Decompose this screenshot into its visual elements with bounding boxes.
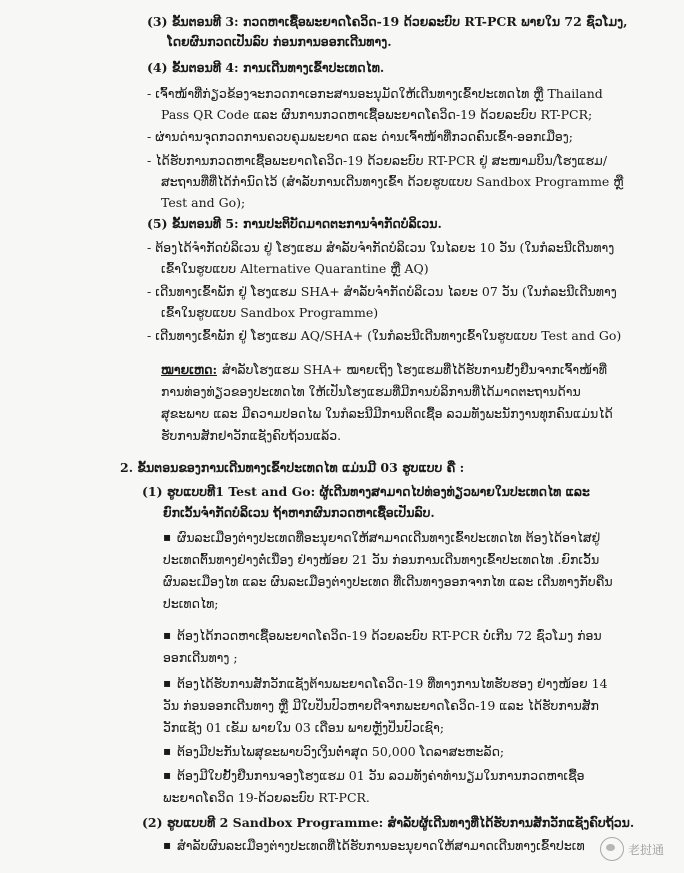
model1-item-1-cont1: ປະເທດຕົ້ນທາງຢ່າງຕໍ່ເນື່ອງ ຢ່າງໜ້ອຍ 21 ວັນ ກ່ອນການເດີນທາງເຂົ້າປະເທດໄທ .ຍົກເວັ້ນ (163, 552, 600, 567)
model1-heading-cont: ຍົກເວັ້ນຈຳກັດບໍລິເວນ ຖ້າຫາກຜົນກວດຫາເຊື້ອເປັນລົບ. (163, 505, 435, 520)
bullet-icon: ▪ (163, 838, 172, 852)
section2-heading: 2. ຂັ້ນຕອນຂອງການເດີນທາງເຂົ້າປະເທດໄທ ແມ່ນມີ 03 ຮູບແບບ ຄື : (120, 460, 465, 475)
model1-item-2-cont: ອອກເດີນທາງ ; (163, 650, 238, 665)
step5-item-1: - ຕ້ອງໄດ້ຈຳກັດບໍລິເວນ ຢູ່ ໂຮງແຮມ ສຳລັບຈຳກັດບໍລິເວນ ໃນໄລຍະ 10 ວັນ (ໃນກໍລະນີເດີນທາງ (147, 240, 615, 255)
wechat-bubble-icon (600, 837, 624, 861)
step4-item-2: - ຜ່ານດ່ານຈຸດກວດການຄວບຄຸມພະຍາດ ແລະ ດ່ານເຈົ້າໜ້າທີ່ກວດຄົນເຂົ້າ-ອອກເມືອງ; (147, 129, 573, 144)
model1-item-3-cont1: ວັນ ກ່ອນອອກເດີນທາງ ຫຼື ມີໃບປິ່ນປົວຫາຍດີຈາກພະຍາດໂຄວິດ-19 ແລະ ໄດ້ຮັບການສັກ (163, 698, 599, 713)
watermark-text: 老挝通 (627, 842, 664, 857)
model1-heading: (1) ຮູບແບບທີ1 Test and Go: ຜູ້ເດີນທາງສາມາດໄປທ່ອງທ່ຽວພາຍໃນປະເທດໄທ ແລະ (142, 484, 590, 499)
bullet-icon: ▪ (163, 768, 172, 782)
watermark (600, 837, 664, 861)
bullet-icon: ▪ (163, 530, 172, 544)
step5-heading: (5) ຂັ້ນຕອນທີ 5: ການປະຕິບັດມາດຕະການຈຳກັດບໍລິເວນ. (147, 216, 442, 231)
step4-item-1: - ເຈົ້າໜ້າທີ່ກ່ຽວຂ້ອງຈະກວດກາເອກະສານອະນຸມັດໃຫ້ເດີນທາງເຂົ້າປະເທດໄທ ຫຼື Thailand (147, 86, 603, 101)
step4-item-3-cont: ສະຖານທີ່ທີ່ໄດ້ກຳນົດໄວ້ (ສຳລັບການເດີນທາງເຂົ້າ ດ້ວຍຮູບແບບ Sandbox Programme ຫຼື (161, 174, 624, 189)
model1-item-1-cont2: ຜົນລະເມືອງໄທ ແລະ ຜົນລະເມືອງຕ່າງປະເທດ ທີ່ເດີນທາງອອກຈາກໄທ ແລະ ເດີນທາງກັບຄືນ (163, 574, 613, 589)
model1-item-3: ຕ້ອງໄດ້ຮັບການສັກວັກແຊັງຕ້ານພະຍາດໂຄວິດ-19 ທີ່ທາງການໄທຮັບຮອງ ຢ່າງໜ້ອຍ 14 (177, 676, 608, 691)
bullet-icon: ▪ (163, 744, 172, 758)
step4-item-3: - ໄດ້ຮັບການກວດຫາເຊື້ອພະຍາດໂຄວິດ-19 ດ້ວຍລະບົບ RT-PCR ຢູ່ ສະໜາມບິນ/ໂຮງແຮມ/ (147, 153, 608, 168)
note-text-cont1: ການທ່ອງທ່ຽວຂອງປະເທດໄທ ໃຫ້ເປັນໂຮງແຮມທີ່ມີການບໍລິການທີ່ໄດ້ມາດຕະຖານດ້ານ (161, 384, 581, 399)
model1-item-1-cont3: ປະເທດໄທ; (163, 596, 219, 611)
step5-item-2-cont: ເຂົ້າໃນຮູບແບບ Sandbox Programme) (161, 305, 379, 320)
model1-item-3-cont2: ວັກແຊັງ 01 ເຂັມ ພາຍໃນ 03 ເດືອນ ພາຍຫຼັງປິ່ນປົວເຊົາ; (163, 720, 445, 735)
step5-item-3: - ເດີນທາງເຂົ້າພັກ ຢູ່ ໂຮງແຮມ AQ/SHA+ (ໃນກໍລະນີເດີນທາງເຂົ້າໃນຮູບແບບ Test and Go) (147, 328, 622, 343)
model1-item-5: ຕ້ອງມີໃບຢັ້ງຢືນການຈອງໂຮງແຮມ 01 ວັນ ລວມທັງຄ່າທຳນຽມໃນການກວດຫາເຊື້ອ (177, 768, 585, 783)
note-text: ສຳລັບໂຮງແຮມ SHA+ ໝາຍເຖິງ ໂຮງແຮມທີ່ໄດ້ຮັບການຢັ້ງຢືນຈາກເຈົ້າໜ້າທີ່ (222, 362, 607, 377)
model2-heading: (2) ຮູບແບບທີ 2 Sandbox Programme: ສຳລັບຜູ້ເດີນທາງທີ່ໄດ້ຮັບການສັກວັກແຊັງຄົບຖ້ວນ. (142, 815, 635, 830)
model1-item-1: ຜົນລະເມືອງຕ່າງປະເທດທີ່ອະນຸຍາດໃຫ້ສາມາດເດີນທາງເຂົ້າປະເທດໄທ ຕ້ອງໄດ້ອາໄສຢູ່ (177, 530, 601, 545)
note-label: ໝາຍເຫດ: (161, 362, 218, 377)
step5-item-2: - ເດີນທາງເຂົ້າພັກ ຢູ່ ໂຮງແຮມ SHA+ ສຳລັບຈຳກັດບໍລິເວນ ໄລຍະ 07 ວັນ (ໃນກໍລະນີເດີນທາງ (147, 284, 617, 299)
step4-heading: (4) ຂັ້ນຕອນທີ 4: ການເດີນທາງເຂົ້າປະເທດໄທ. (147, 60, 385, 75)
model1-item-5-cont: ພະຍາດໂຄວິດ 19-ດ້ວຍລະບົບ RT-PCR. (163, 790, 370, 805)
note-text-cont3: ຮັບການສັກຢາວັກແຊັງຄົບຖ້ວນແລ້ວ. (161, 428, 342, 443)
step3-heading: (3) ຂັ້ນຕອນທີ 3: ກວດຫາເຊື້ອພະຍາດໂຄວິດ-19 ດ້ວຍລະບົບ RT-PCR ພາຍໃນ 72 ຊົ່ວໂມງ, (147, 14, 628, 29)
bullet-icon: ▪ (163, 628, 172, 642)
model2-item-1: ສຳລັບຜົນລະເມືອງຕ່າງປະເທດທີ່ໄດ້ຮັບການອະນຸຍາດໃຫ້ສາມາດເດີນທາງເຂົ້າປະເທ (177, 838, 585, 853)
step4-item-1-cont: Pass QR Code ແລະ ຜົນການກວດຫາເຊື້ອພະຍາດໂຄວິດ-19 ດ້ວຍລະບົບ RT-PCR; (161, 107, 593, 122)
model1-item-2: ຕ້ອງໄດ້ກວດຫາເຊື້ອພະຍາດໂຄວິດ-19 ດ້ວຍລະບົບ RT-PCR ບໍ່ເກີນ 72 ຊົ່ວໂມງ ກ່ອນ (177, 628, 602, 643)
step4-item-3-cont2: Test and Go); (161, 195, 246, 210)
step3-heading-cont: ໂດຍຜົນກວດເປັນລົບ ກ່ອນການອອກເດີນທາງ. (167, 34, 392, 49)
note-text-cont2: ສຸຂະພາບ ແລະ ມີຄວາມປອດໄພ ໃນກໍລະນີມີການຕິດເຊື້ອ ລວມທັງພະນັກງານທຸກຄົນແມ່ນໄດ້ (161, 406, 613, 421)
step5-item-1-cont: ເຂົ້າໃນຮູບແບບ Alternative Quarantine ຫຼື AQ) (161, 261, 429, 276)
bullet-icon: ▪ (163, 676, 172, 690)
model1-item-4: ຕ້ອງມີປະກັນໄພສຸຂະພາບວົງເງິນຕ່ຳສຸດ 50,000 ໂດລາສະຫະລັດ; (177, 744, 505, 759)
